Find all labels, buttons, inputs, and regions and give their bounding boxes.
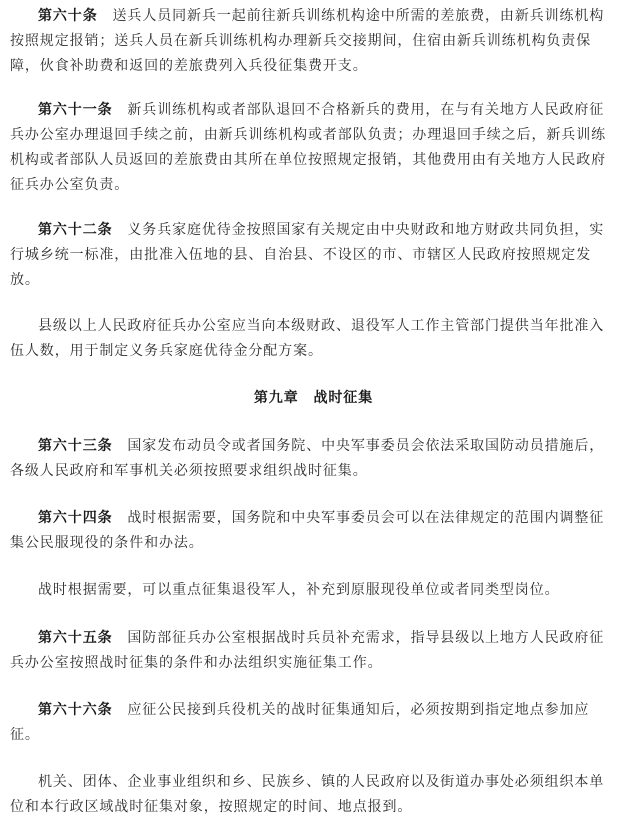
paragraph-text: 县级以上人民政府征兵办公室应当向本级财政、退役军人工作主管部门提供当年批准入伍人数，用于制定义务兵家庭优待金分配方案。 [10, 318, 605, 359]
article-text: 应征公民接到兵役机关的战时征集通知后，必须按期到指定地点参加应征。 [10, 702, 590, 743]
article-64-clause-2 [10, 578, 617, 603]
article-text: 新兵训练机构或者部队退回不合格新兵的费用，在与有关地方人民政府征兵办公室办理退回手续之前，由新兵训练机构或者部队负责；办理退回手续之后，新兵训练机构或者部队人员返回的差旅费由其所在单位按照规定报销，其他费用由有关地方人民政府征兵办公室负责。 [10, 102, 606, 193]
article-66 [10, 698, 617, 748]
article-number: 第六十五条 [38, 630, 113, 646]
article-number: 第六十条 [38, 8, 98, 24]
article-61 [10, 98, 617, 198]
article-60 [10, 4, 617, 79]
article-62 [10, 218, 617, 293]
article-number: 第六十六条 [38, 702, 113, 718]
article-63 [10, 434, 617, 484]
article-text: 送兵人员同新兵一起前往新兵训练机构途中所需的差旅费，由新兵训练机构按照规定报销；送兵人员在新兵训练机构办理新兵交接期间，住宿由新兵训练机构负责保障，伙食补助费和返回的差旅费列入兵役征集费开支。 [10, 8, 605, 74]
article-65 [10, 626, 617, 676]
article-text: 国防部征兵办公室根据战时兵员补充需求，指导县级以上地方人民政府征兵办公室按照战时征集的条件和办法组织实施征集工作。 [10, 630, 605, 671]
article-text: 义务兵家庭优待金按照国家有关规定由中央财政和地方财政共同负担，实行城乡统一标准，由批准入伍地的县、自治县、不设区的市、市辖区人民政府按照规定发放。 [10, 222, 605, 288]
article-64 [10, 506, 617, 556]
article-66-clause-2 [10, 770, 617, 820]
paragraph-text: 战时根据需要，可以重点征集退役军人，补充到原服现役单位或者同类型岗位。 [38, 582, 560, 598]
article-number: 第六十一条 [38, 102, 113, 118]
article-number: 第六十二条 [38, 222, 113, 238]
article-number: 第六十四条 [38, 510, 113, 526]
article-text: 战时根据需要，国务院和中央军事委员会可以在法律规定的范围内调整征集公民服现役的条件和办法。 [10, 510, 605, 551]
article-62-clause-2 [10, 314, 617, 364]
chapter-title: 第九章 战时征集 [253, 390, 374, 406]
paragraph-text: 机关、团体、企业事业组织和乡、民族乡、镇的人民政府以及街道办事处必须组织本单位和本行政区域战时征集对象，按照规定的时间、地点报到。 [10, 774, 605, 815]
article-number: 第六十三条 [38, 438, 113, 454]
article-text: 国家发布动员令或者国务院、中央军事委员会依法采取国防动员措施后，各级人民政府和军事机关必须按照要求组织战时征集。 [10, 438, 605, 479]
